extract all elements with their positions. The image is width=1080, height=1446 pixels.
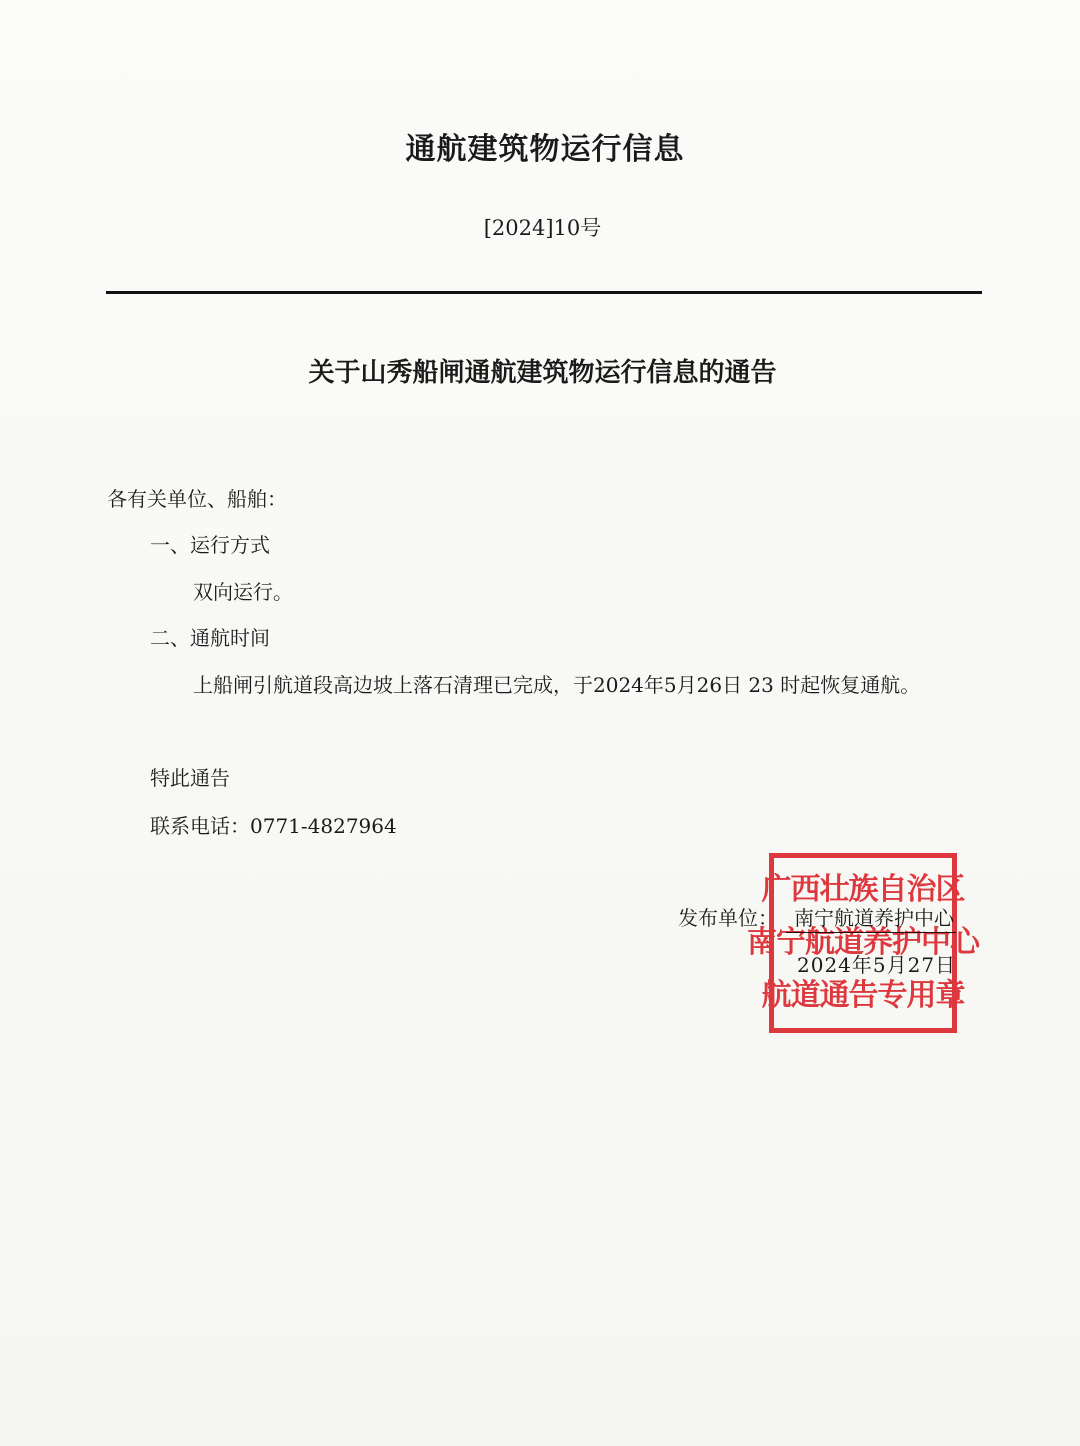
contact-phone: 联系电话：0771-4827964 (150, 814, 397, 838)
publisher-label: 发布单位： (678, 906, 778, 930)
seal-line-2: 南宁航道养护中心 (747, 924, 979, 960)
closing-statement: 特此通告 (150, 766, 230, 790)
document-number: [2024]10号 (483, 216, 602, 240)
publish-date: 2024年5月27日 (797, 953, 957, 977)
notice-title: 关于山秀船闸通航建筑物运行信息的通告 (308, 358, 777, 388)
section-heading-operation-mode: 一、运行方式 (150, 533, 270, 557)
section-body-navigation-time: 上船闸引航道段高边坡上落石清理已完成，于2024年5月26日 23 时起恢复通航。 (193, 673, 921, 697)
document-title: 通航建筑物运行信息 (405, 132, 685, 167)
official-seal (747, 853, 979, 1033)
seal-line-1: 广西壮族自治区 (761, 872, 965, 908)
salutation: 各有关单位、船舶： (107, 487, 287, 511)
publisher-name: 南宁航道养护中心 (786, 902, 956, 933)
header-divider (106, 291, 982, 294)
section-body-operation-mode: 双向运行。 (193, 580, 293, 604)
seal-line-3: 航道通告专用章 (761, 977, 965, 1013)
section-heading-navigation-time: 二、通航时间 (150, 626, 270, 650)
